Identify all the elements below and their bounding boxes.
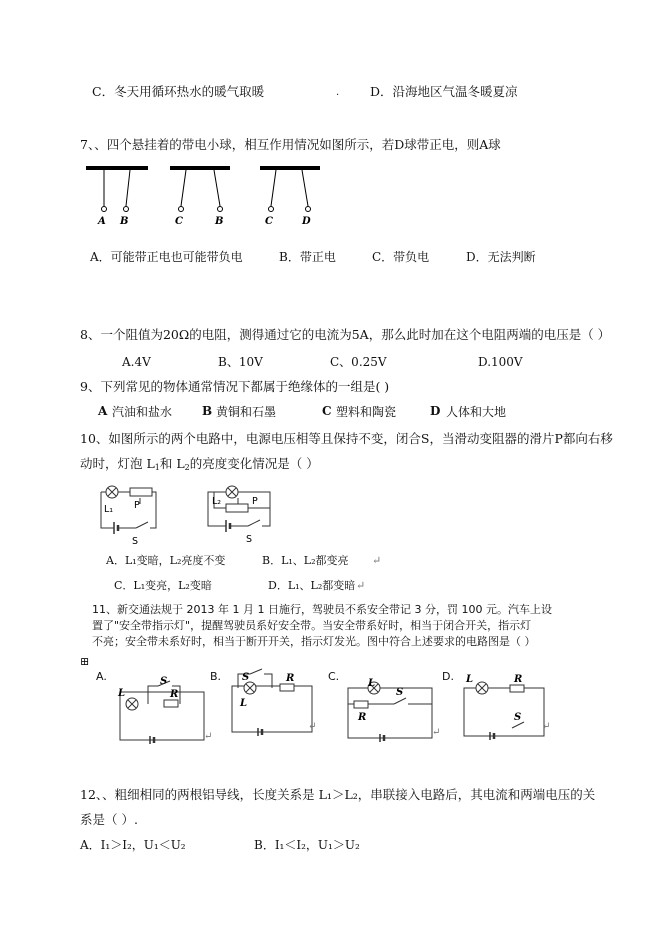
q10-line2-post: 的亮度变化情况是（ ） xyxy=(189,456,319,471)
resistor-b xyxy=(280,684,294,691)
q11-circuit-a xyxy=(114,676,214,750)
resistor-a xyxy=(164,700,178,707)
slider-p-label-2: P xyxy=(252,496,258,507)
support-bar-2 xyxy=(170,166,230,170)
q11-arrow-b: ↵ xyxy=(308,721,317,732)
comp-l-a: L xyxy=(118,688,126,699)
comp-s-c: S xyxy=(396,687,404,698)
ball-b2 xyxy=(218,207,223,212)
ball-label-b: B xyxy=(120,216,129,227)
ball-c xyxy=(179,207,184,212)
q9-option-b-letter: B xyxy=(202,404,213,418)
ball-c2 xyxy=(269,207,274,212)
comp-r-d: R xyxy=(514,674,523,685)
q11-line3: 不亮；安全带未系好时，相当于断开开关，指示灯发光。图中符合上述要求的电路图是（ ） xyxy=(92,635,536,648)
slider-p-label: P xyxy=(134,500,140,511)
q11-arrow-c: ↵ xyxy=(432,727,441,738)
comp-r-b: R xyxy=(286,673,295,684)
ball-label-c: C xyxy=(175,216,183,227)
q6-option-c: C．冬天用循环热水的暖气取暖 xyxy=(92,84,265,99)
q12-line1: 12、、粗细相同的两根铝导线，长度关系是 L₁＞L₂，串联接入电路后，其电流和两端电压的关 xyxy=(80,787,596,802)
q11-arrow-a: ↵ xyxy=(204,731,213,742)
expand-icon[interactable]: ⊞ xyxy=(80,655,90,668)
q10-line2-pre: 动时，灯泡 L xyxy=(80,456,155,471)
switch-s-label-2: S xyxy=(246,534,253,545)
q8-option-d: D.100V xyxy=(478,355,523,369)
rheostat-1 xyxy=(130,488,152,496)
q10-option-d: D．L₁、L₂都变暗 xyxy=(268,579,356,592)
resistor-c xyxy=(354,701,368,708)
comp-s-a: S xyxy=(160,676,168,687)
l2-label: L₂ xyxy=(212,496,222,507)
q7-option-c: C．带负电 xyxy=(372,250,430,264)
q12-option-b: B．I₁＜I₂，U₁＞U₂ xyxy=(254,838,360,852)
q10-option-b: B．L₁、L₂都变亮 xyxy=(262,554,349,567)
comp-s-d: S xyxy=(514,712,522,723)
q12-line2: 系是（ ）. xyxy=(80,812,138,827)
q11-arrow-d: ↵ xyxy=(542,721,551,732)
q9-option-a: 汽油和盐水 xyxy=(112,405,173,419)
q10-circuit-2 xyxy=(204,480,286,546)
rheostat-2 xyxy=(226,504,248,512)
q8-option-b: B、10V xyxy=(218,355,263,369)
q11-circuit-c xyxy=(344,676,440,746)
q7-option-b: B．带正电 xyxy=(279,250,336,264)
comp-l-b: L xyxy=(240,698,248,709)
q12-option-a: A．I₁＞I₂，U₁＜U₂ xyxy=(80,838,186,852)
ball-b xyxy=(124,207,129,212)
q10-arrow-2: ↵ xyxy=(356,579,366,592)
q9-option-a-letter: A xyxy=(98,404,108,418)
q11-option-d: D. xyxy=(442,670,454,683)
q8-option-a: A.4V xyxy=(122,355,151,369)
ball-label-b2: B xyxy=(215,216,224,227)
q7-option-d: D．无法判断 xyxy=(466,250,536,264)
q10-line2: 动时，灯泡 $L_1$和 $L_2$的亮度变化情况是（ ） xyxy=(80,456,319,472)
comp-l-d: L xyxy=(466,674,474,685)
ball-d xyxy=(306,207,311,212)
q9-option-b: 黄铜和石墨 xyxy=(216,405,277,419)
q7-stem: 7、、四个悬挂着的带电小球，相互作用情况如图所示，若D球带正电，则A球 xyxy=(80,137,501,152)
q7-figure xyxy=(84,166,324,230)
resistor-d xyxy=(510,685,524,692)
q11-circuit-b xyxy=(228,668,318,740)
ball-label-a: A xyxy=(98,216,106,227)
q10-option-c: C．L₁变亮，L₂变暗 xyxy=(114,579,212,592)
comp-r-c: R xyxy=(358,712,367,723)
q11-option-a: A. xyxy=(96,670,107,683)
ball-label-d: D xyxy=(302,216,311,227)
q11-option-c: C. xyxy=(328,670,340,683)
comp-s-b: S xyxy=(242,672,250,683)
support-bar-3 xyxy=(260,166,320,170)
q11-line2: 置了"安全带指示灯"，提醒驾驶员系好安全带。当安全带系好时，相当于闭合开关，指示灯 xyxy=(92,619,532,632)
comp-r-a: R xyxy=(170,689,179,700)
support-bar-1 xyxy=(86,166,148,170)
q11-option-b: B. xyxy=(210,670,222,683)
q10-line2-mid: 和 L xyxy=(159,456,185,471)
q10-line1: 10、如图所示的两个电路中，电源电压相等且保持不变，闭合S，当滑动变阻器的滑片P都向右移 xyxy=(80,431,613,446)
l1-label: L₁ xyxy=(104,504,114,515)
q9-option-c: 塑料和陶瓷 xyxy=(336,405,397,419)
q8-option-c: C、0.25V xyxy=(330,355,387,369)
q9-option-d: 人体和大地 xyxy=(446,405,507,419)
q10-circuit-1 xyxy=(96,486,178,548)
q10-option-a: A．L₁变暗，L₂亮度不变 xyxy=(106,554,226,567)
switch-s-label: S xyxy=(132,536,139,547)
q11-circuit-d xyxy=(460,676,550,746)
q9-option-d-letter: D xyxy=(430,404,441,418)
comp-l-c: L xyxy=(368,678,376,689)
ball-a xyxy=(102,207,107,212)
q11-line1: 11、新交通法规于 2013 年 1 月 1 日施行，驾驶员不系安全带记 3 分，罚 100 元。汽车上设 xyxy=(92,603,552,616)
q8-stem: 8、一个阻值为20Ω的电阻，测得通过它的电流为5A，那么此时加在这个电阻两端的电压是（ ） xyxy=(80,327,611,342)
q10-arrow-1: ↵ xyxy=(372,554,382,567)
ball-label-c2: C xyxy=(265,216,273,227)
q7-option-a: A．可能带正电也可能带负电 xyxy=(90,250,243,264)
q6-option-d: D．沿海地区气温冬暖夏凉 xyxy=(370,84,518,99)
q9-stem: 9、下列常见的物体通常情况下都属于绝缘体的一组是( ) xyxy=(80,379,390,394)
q9-option-c-letter: C xyxy=(322,404,332,418)
q6-dot: . xyxy=(336,87,340,98)
